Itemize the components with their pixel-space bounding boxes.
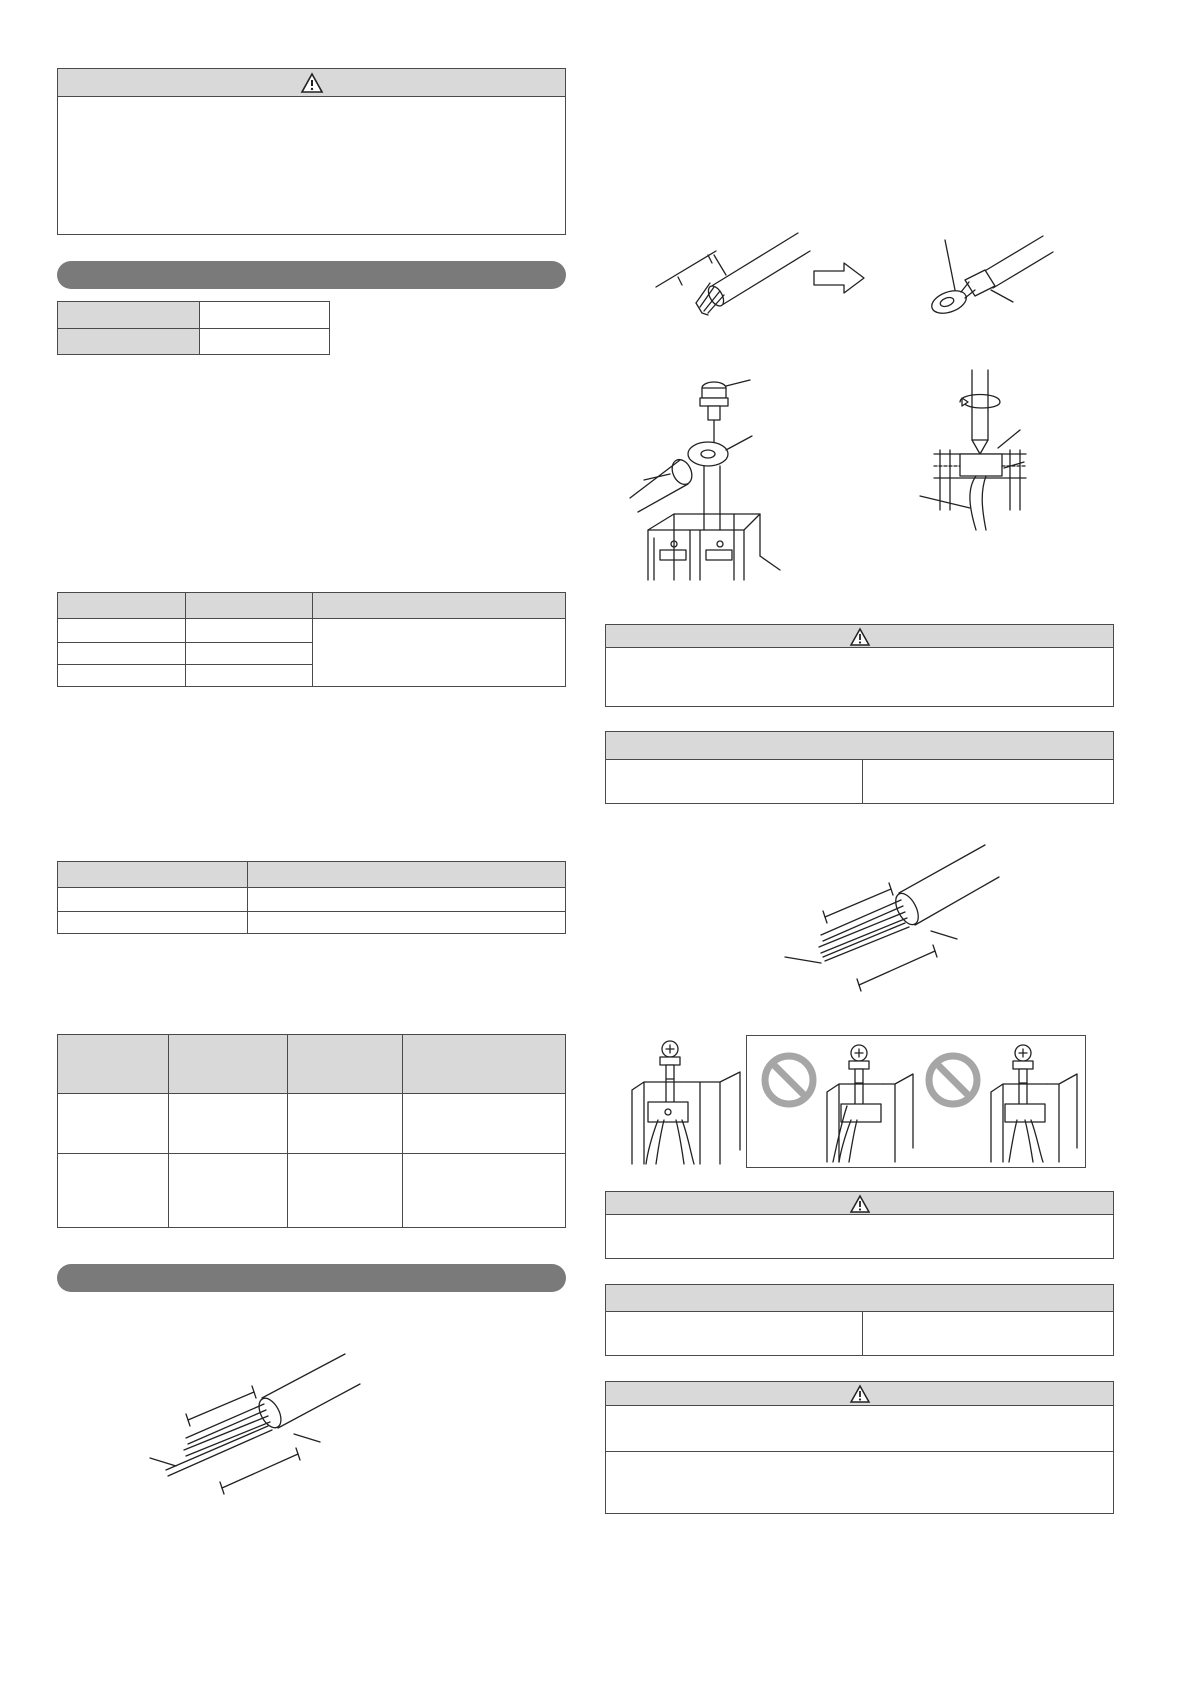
prohibited-icon — [761, 1052, 817, 1108]
warning-box-4 — [605, 1381, 1114, 1514]
wire-table-c — [57, 1034, 566, 1228]
warning-triangle-icon — [850, 628, 870, 646]
wire-table-a — [57, 592, 566, 687]
screwdriver-tightening-diagram — [920, 370, 1050, 540]
torque-table-1 — [605, 731, 1114, 804]
incorrect-connection-diagram-1 — [825, 1044, 915, 1162]
wire-table-b — [57, 861, 566, 934]
warning-triangle-icon — [301, 73, 323, 93]
warning-triangle-icon — [850, 1385, 870, 1403]
prohibited-examples-box — [746, 1035, 1086, 1168]
ring-terminal-diagram — [925, 228, 1075, 328]
warning-header — [606, 1382, 1113, 1406]
stripped-cable-diagram-right — [785, 845, 1015, 995]
warning-box-1 — [57, 68, 566, 235]
warning-header — [606, 625, 1113, 648]
torque-table-1-header — [606, 732, 1113, 760]
warning-box-3 — [605, 1191, 1114, 1259]
right-arrow-icon — [812, 261, 866, 295]
stripped-cable-diagram-left — [150, 1350, 370, 1500]
torque-table-2 — [605, 1284, 1114, 1356]
wire-table-c-header — [58, 1035, 565, 1094]
torque-table-2-header — [606, 1285, 1113, 1312]
section-bar-2 — [57, 1264, 566, 1292]
warning-header — [58, 69, 565, 97]
warning-triangle-icon — [850, 1195, 870, 1213]
wire-table-b-header — [58, 862, 565, 888]
warning-header — [606, 1192, 1113, 1215]
spec-table-small — [57, 301, 330, 355]
terminal-block-screw-diagram — [630, 380, 800, 590]
incorrect-connection-diagram-2 — [989, 1044, 1079, 1162]
warning-box-2 — [605, 624, 1114, 707]
prohibited-icon — [925, 1052, 981, 1108]
correct-connection-diagram — [630, 1040, 740, 1164]
wire-strip-diagram — [650, 225, 820, 325]
section-bar-1 — [57, 261, 566, 289]
